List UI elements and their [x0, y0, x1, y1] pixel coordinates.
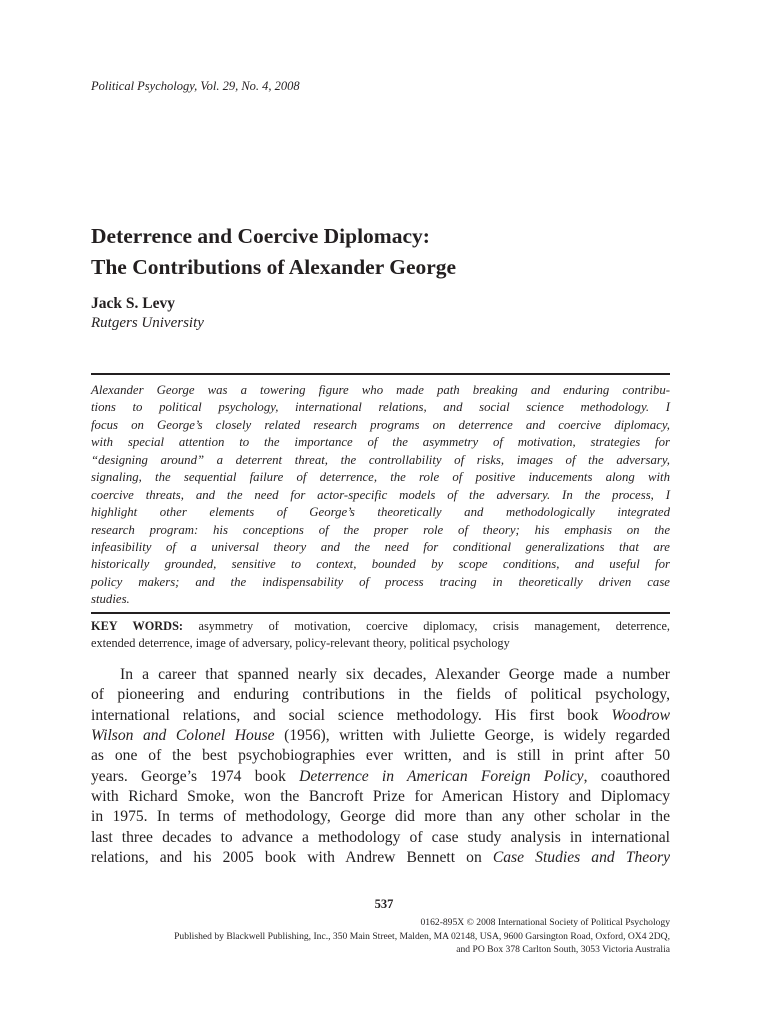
body-text-segment: with Richard Smoke, won the Bancroft Prize for American History and Diplomacy: [91, 788, 670, 806]
body-text-segment: of pioneering and enduring contributions in the fields of political psychology,: [91, 686, 670, 704]
body-line: [91, 787, 670, 807]
abstract-line: signaling, the sequential failure of deterrence, the role of positive inducements along with: [91, 470, 670, 485]
abstract-line: focus on George’s closely related research programs on deterrence and coercive diplomacy,: [91, 417, 670, 432]
body-line: [91, 828, 670, 848]
body-text-segment: (1956), written with Juliette George, is widely regarded: [274, 727, 670, 745]
body-line: [91, 685, 670, 705]
keywords: [91, 618, 670, 652]
body-text-segment: In a career that spanned nearly six decades, Alexander George made a number: [120, 666, 670, 683]
body-line: [91, 807, 670, 827]
author-name: Jack S. Levy: [91, 295, 175, 312]
abstract-line: tions to political psychology, international relations, and social science methodology. I: [91, 400, 670, 415]
abstract-line: coercive threats, and the need for actor-specific models of the adversary. In the process, I: [91, 487, 670, 502]
page-number: 537: [374, 897, 394, 911]
author-affiliation: Rutgers University: [91, 315, 204, 331]
italic-title-text: Wilson and Colonel House: [91, 727, 275, 745]
body-text-segment: as one of the best psychobiographies ever written, and is still in print after 50: [91, 747, 670, 765]
title-line-1: Deterrence and Coercive Diplomacy:: [91, 224, 430, 248]
italic-title-text: Deterrence in American Foreign Policy: [299, 767, 584, 785]
body-line: [91, 726, 670, 746]
body-text-segment: , coauthored: [583, 767, 671, 785]
keywords-label: KEY WORDS:: [91, 619, 184, 633]
body-line: [91, 746, 670, 766]
body-text: [91, 665, 670, 868]
journal-header: Political Psychology, Vol. 29, No. 4, 2008: [91, 79, 300, 93]
abstract-line: with special attention to the importance of the asymmetry of motivation, strategies for: [91, 435, 670, 450]
body-line: [91, 767, 670, 787]
abstract-line: Alexander George was a towering figure who made path breaking and enduring contribu-: [91, 383, 670, 397]
abstract-line: studies.: [91, 592, 130, 607]
abstract-line: infeasibility of a universal theory and the need for conditional generalizations that are: [91, 539, 670, 554]
keywords-line-1: [91, 618, 670, 635]
body-text-segment: years. George’s 1974 book: [91, 767, 300, 785]
footer-copyright: 0162-895X © 2008 International Society of Political Psychology: [420, 917, 670, 928]
italic-title-text: Case Studies and Theory: [492, 849, 670, 867]
abstract-line: policy makers; and the indispensability of process tracing in theoretically driven case: [91, 574, 670, 589]
abstract-top-rule: [91, 373, 670, 375]
abstract-line: historically grounded, sensitive to context, bounded by scope conditions, and useful for: [91, 557, 670, 572]
title-line-2: The Contributions of Alexander George: [91, 255, 457, 279]
keywords-text-1: asymmetry of motivation, coercive diplomacy, crisis management, deterrence,: [183, 619, 671, 633]
body-text-segment: last three decades to advance a methodology of case study analysis in international: [91, 828, 670, 846]
abstract-line: research program: his conceptions of the proper role of theory; his emphasis on the: [91, 522, 670, 537]
abstract-line: “designing around” a deterrent threat, the controllability of risks, images of the adversary,: [91, 452, 670, 467]
footer-address: and PO Box 378 Carlton South, 3053 Victoria Australia: [456, 944, 670, 955]
body-line: [91, 665, 670, 685]
body-text-segment: relations, and his 2005 book with Andrew Bennett on: [91, 849, 493, 867]
italic-title-text: Woodrow: [611, 706, 670, 724]
article-title: [91, 221, 681, 283]
body-line: [91, 848, 670, 868]
body-line: [91, 706, 670, 726]
body-text-segment: in 1975. In terms of methodology, George did more than any other scholar in the: [91, 808, 670, 826]
abstract: [91, 382, 670, 609]
abstract-bottom-rule: [91, 612, 670, 614]
body-text-segment: international relations, and social science methodology. His first book: [91, 706, 612, 724]
footer-publisher: Published by Blackwell Publishing, Inc., 350 Main Street, Malden, MA 02148, USA, 9600 Garsington Road, Oxford, OX4 2DQ,: [174, 931, 670, 942]
abstract-line: highlight other elements of George’s theoretically and methodologically integrated: [91, 505, 670, 520]
keywords-line-2: extended deterrence, image of adversary, policy-relevant theory, political psychology: [91, 636, 510, 650]
